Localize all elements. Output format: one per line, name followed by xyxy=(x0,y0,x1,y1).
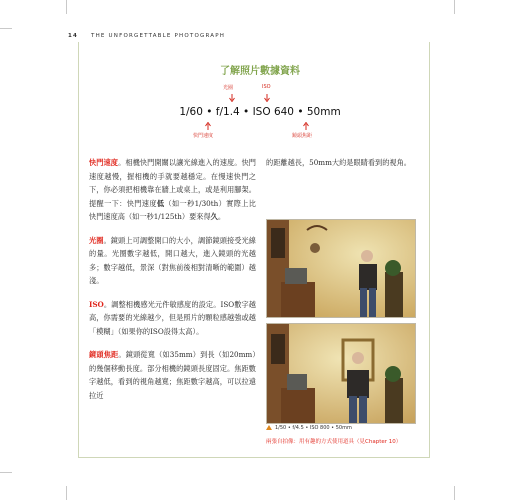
right-text-column: 的距離越長，50mm大約是眼睛看到的視角。 xyxy=(266,158,411,167)
focal-length-label: 鏡頭焦距 xyxy=(292,133,313,139)
body-text: 。調整相機感光元件敏感度的設定。ISO數字越高，你需要的光線越少，但是照片的顆粒感越強或越「模糊」（如果你的ISO設得太高）。 xyxy=(89,299,256,336)
iso-paragraph xyxy=(89,298,256,339)
photo-caption-note: 兩張自拍像：用有趣的方式使用道具（見Chapter 10） xyxy=(266,439,402,445)
aperture-label: 光圈 xyxy=(223,85,234,91)
term-focal-length: 鏡頭焦距 xyxy=(89,350,119,359)
page-number: 14 xyxy=(68,33,79,39)
caption-text: 1/50 • f/4.5 • ISO 800 • 50mm xyxy=(275,425,352,431)
down-arrow-icon xyxy=(229,94,235,102)
crop-mark xyxy=(454,0,455,14)
body-text: （如一秒1/30th）實際上比快門速度高（如一秒1/125th）要來得 xyxy=(89,198,256,221)
aperture-paragraph xyxy=(89,234,256,288)
triangle-icon xyxy=(266,425,272,430)
exposure-values: 1/60 • f/1.4 • ISO 640 • 50mm xyxy=(179,106,341,118)
photo-caption xyxy=(266,425,352,431)
photo-illustration xyxy=(267,220,415,317)
emphasis: 低 xyxy=(156,198,165,208)
crop-mark xyxy=(454,486,455,500)
up-arrow-icon xyxy=(205,122,211,130)
running-header xyxy=(68,33,225,39)
emphasis: 久 xyxy=(210,212,218,221)
crop-mark xyxy=(0,28,12,29)
body-text: 。鏡頭從寬（如35mm）到長（如20mm）的幾個移動長度。部分相機的鏡頭長度固定。焦距數字越低，看到的視角越寬；焦距數字越高，可以拉遠拉近 xyxy=(89,350,256,400)
term-shutter-speed: 快門速度 xyxy=(89,158,119,167)
crop-mark xyxy=(0,472,12,473)
up-arrow-icon xyxy=(303,122,309,130)
body-text: 。相機快門開關以讓光線進入的速度。快門速度越慢，握相機的手就要越穩定。在慢速快門之下，你必須把相機靠在牆上或桌上，或是利用腳架。提醒一下：快門速度 xyxy=(89,158,256,208)
crop-mark xyxy=(66,0,67,14)
crop-mark xyxy=(66,486,67,500)
term-aperture: 光圈 xyxy=(89,235,104,245)
term-iso: ISO xyxy=(89,299,104,309)
iso-label: ISO xyxy=(262,84,271,90)
down-arrow-icon xyxy=(264,94,270,102)
shutter-paragraph xyxy=(89,156,256,224)
body-text: 。鏡頭上可調整開口的大小，調節鏡頭接受光線的量。光圈數字越低，開口越大，進入鏡頭的光越多；數字越低，景深（對焦前後相對清晰的範圍）越淺。 xyxy=(89,235,256,285)
photo-illustration xyxy=(267,324,415,423)
left-text-column xyxy=(89,156,256,412)
body-text: 。 xyxy=(217,212,226,221)
self-portrait-photo-2 xyxy=(266,323,416,424)
sidebar-title: 了解照片數據資料 xyxy=(220,66,300,77)
shutter-label: 快門速度 xyxy=(193,133,214,139)
focal-length-paragraph xyxy=(89,348,256,402)
self-portrait-photo-1 xyxy=(266,219,416,318)
book-title: THE UNFORGETTABLE PHOTOGRAPH xyxy=(91,33,226,39)
